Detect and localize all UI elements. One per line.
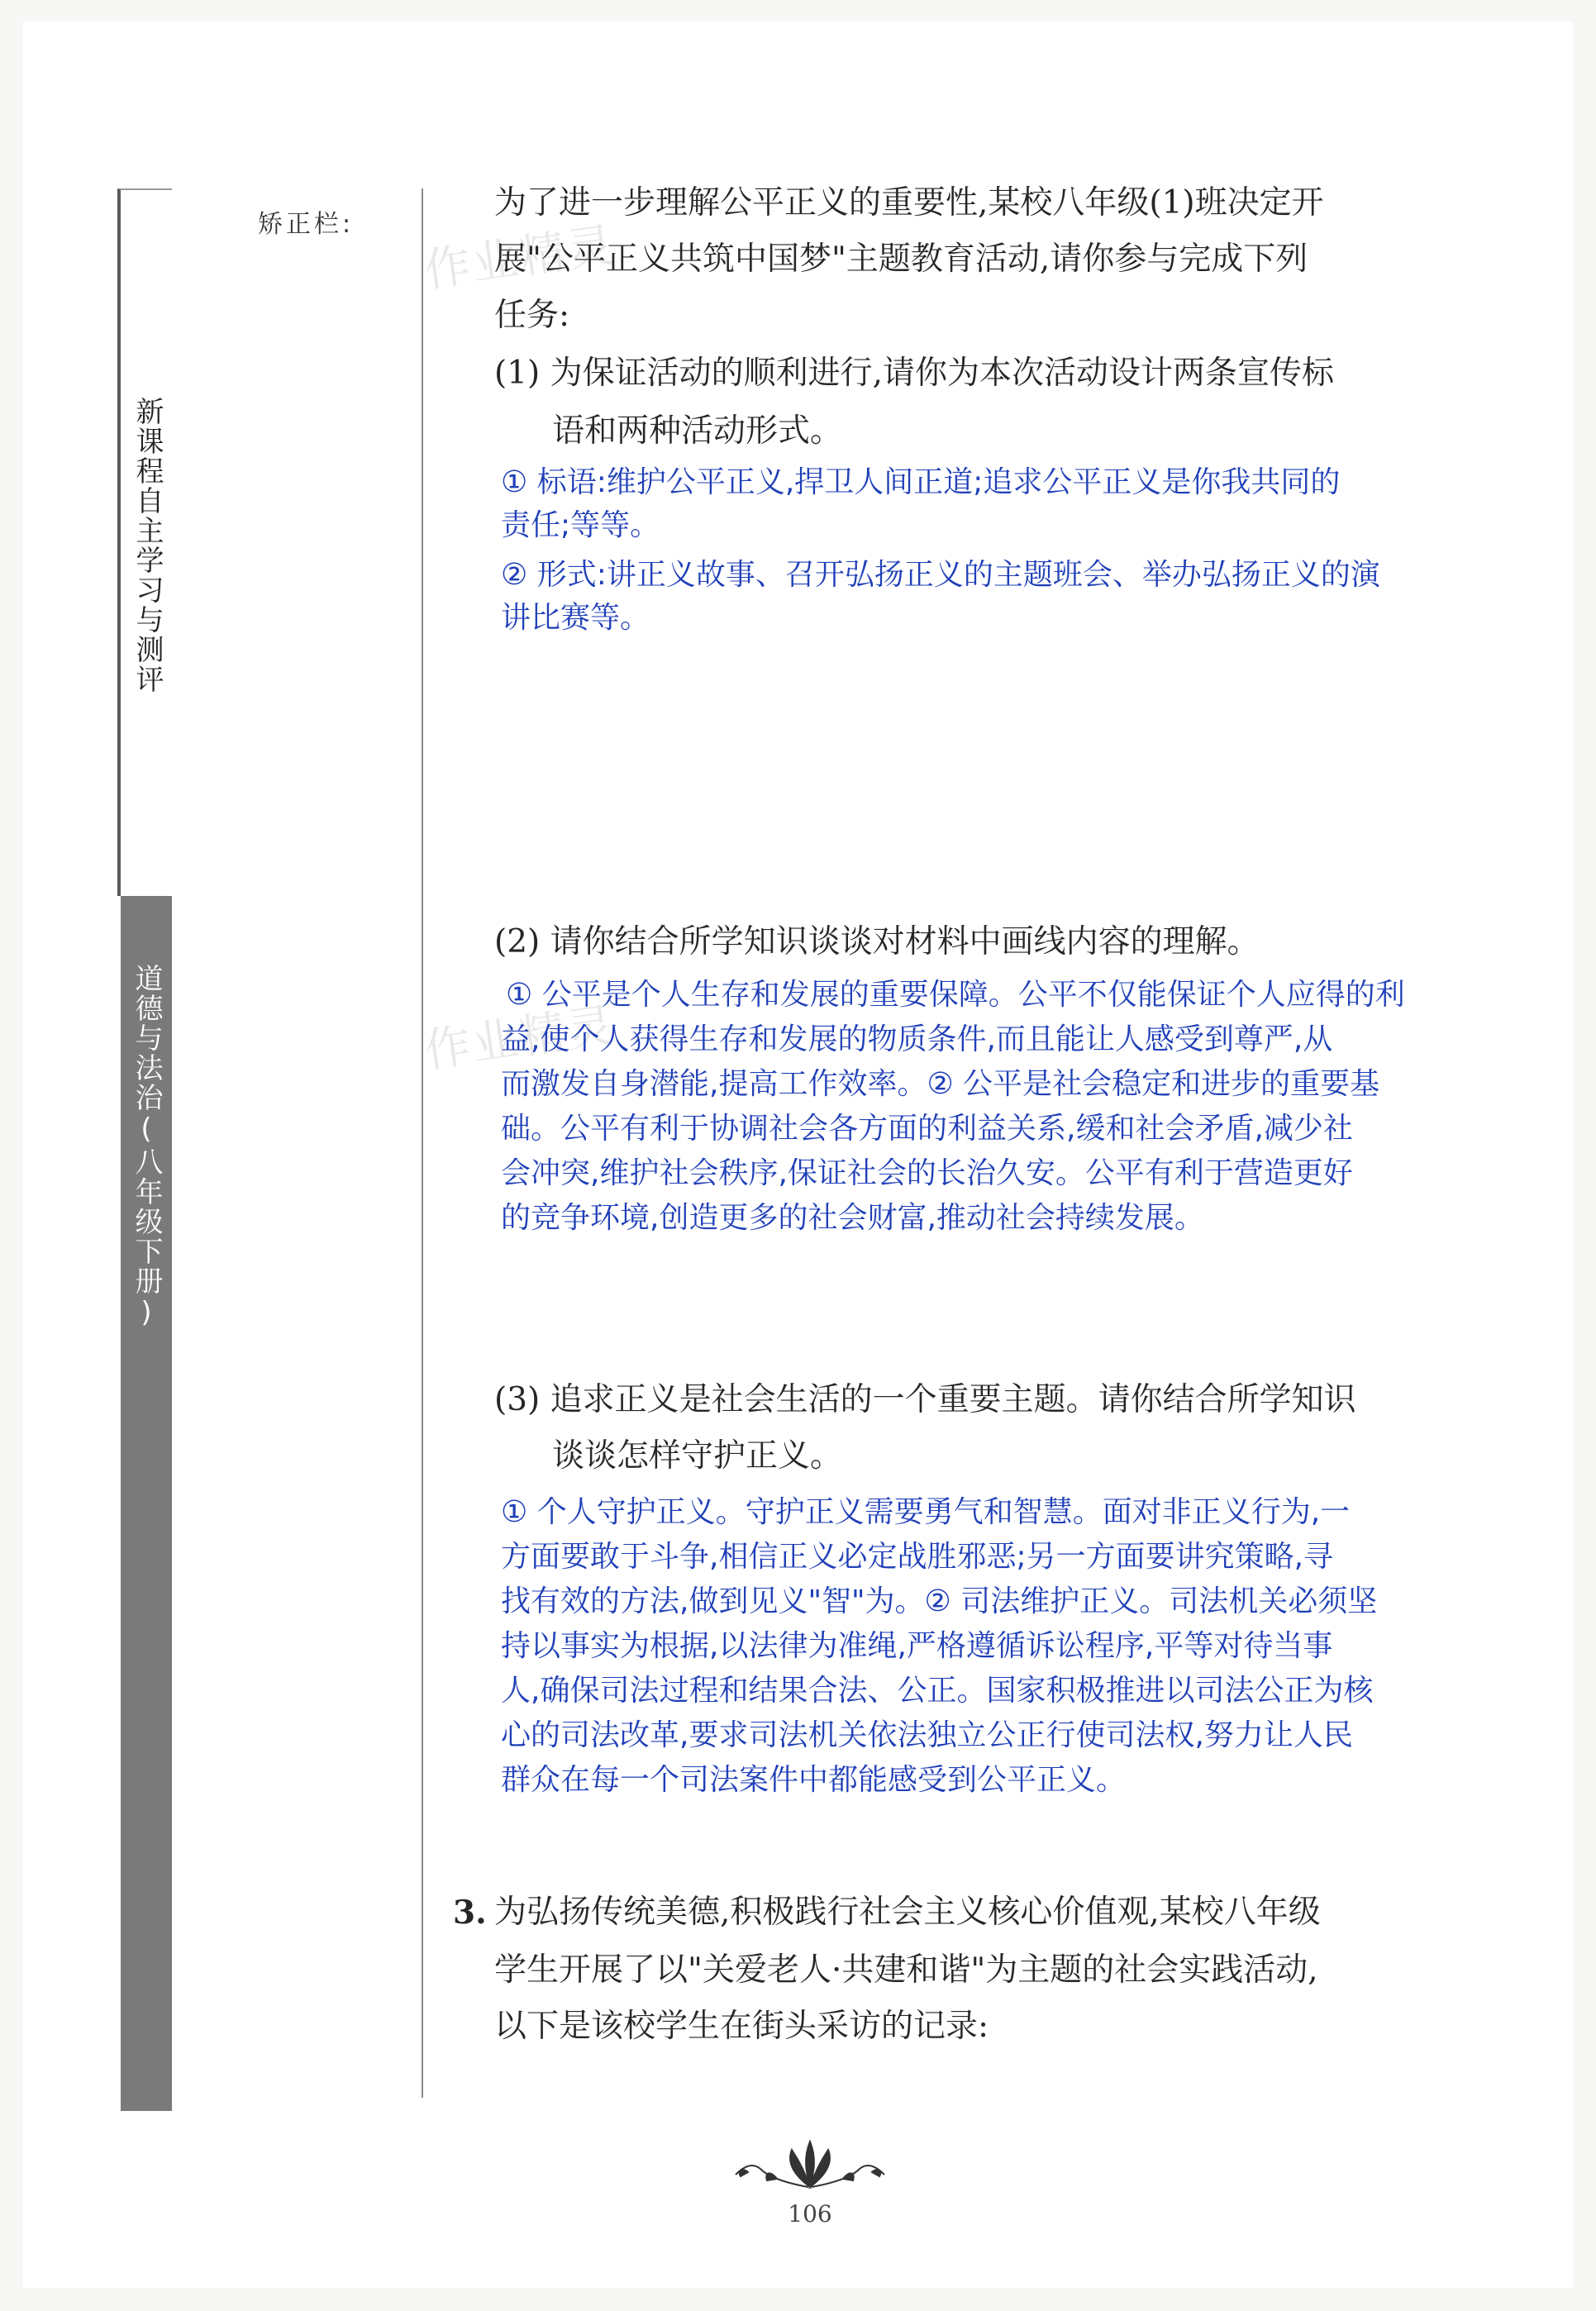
watermark: 作业精灵 — [421, 998, 619, 1079]
sidebar-tab-book-title — [117, 188, 172, 896]
answer-1-line: 责任;等等。 — [501, 508, 660, 542]
subject-label: 道德与法治(八年级下册) — [130, 964, 163, 1331]
subquestion-3: (3) 追求正义是社会生活的一个重要主题。请你结合所学知识 — [494, 1381, 1356, 1418]
answer-3-line: ① 个人守护正义。守护正义需要勇气和智慧。面对非正义行为,一 — [501, 1495, 1351, 1529]
answer-2-line: 会冲突,维护社会秩序,保证社会的长治久安。公平有利于营造更好 — [501, 1156, 1353, 1190]
ornament-icon — [727, 2137, 893, 2195]
answer-1-line: ② 形式:讲正义故事、召开弘扬正义的主题班会、举办弘扬正义的演 — [501, 558, 1380, 592]
answer-1-line: 讲比赛等。 — [501, 601, 650, 635]
intro-line: 展"公平正义共筑中国梦"主题教育活动,请你参与完成下列 — [494, 241, 1308, 278]
answer-2-line: 益,使个人获得生存和发展的物质条件,而且能让人感受到尊严,从 — [501, 1022, 1333, 1056]
page-number: 106 — [788, 2200, 832, 2228]
watermark: 作业精灵 — [421, 218, 619, 298]
answer-1-line: ① 标语:维护公平正义,捍卫人间正道;追求公平正义是你我共同的 — [501, 465, 1341, 499]
book-title-label: 新课程自主学习与测评 — [131, 397, 164, 694]
answer-2-line: 础。公平有利于协调社会各方面的利益关系,缓和社会矛盾,减少社 — [501, 1112, 1353, 1146]
question-3-line: 以下是该校学生在街头采访的记录: — [494, 2008, 989, 2045]
answer-3-line: 找有效的方法,做到见义"智"为。② 司法维护正义。司法机关必须坚 — [501, 1584, 1378, 1618]
answer-2-line: 的竞争环境,创造更多的社会财富,推动社会持续发展。 — [501, 1201, 1204, 1235]
correction-column-label: 矫正栏: — [258, 210, 355, 239]
answer-2-line: ① 公平是个人生存和发展的重要保障。公平不仅能保证个人应得的利 — [506, 978, 1405, 1012]
question-3-number: 3. — [453, 1894, 487, 1932]
answer-3-line: 心的司法改革,要求司法机关依法独立公正行使司法权,努力让人民 — [501, 1718, 1353, 1752]
margin-divider — [422, 188, 423, 2098]
intro-line: 为了进一步理解公平正义的重要性,某校八年级(1)班决定开 — [494, 184, 1324, 222]
subquestion-3-cont: 谈谈怎样守护正义。 — [552, 1437, 843, 1475]
answer-2-line: 而激发自身潜能,提高工作效率。② 公平是社会稳定和进步的重要基 — [501, 1067, 1380, 1101]
subquestion-1: (1) 为保证活动的顺利进行,请你为本次活动设计两条宣传标 — [494, 355, 1335, 392]
subquestion-1-cont: 语和两种活动形式。 — [552, 412, 843, 450]
question-3-line: 学生开展了以"关爱老人·共建和谐"为主题的社会实践活动, — [494, 1951, 1318, 1989]
question-3-line: 为弘扬传统美德,积极践行社会主义核心价值观,某校八年级 — [494, 1894, 1321, 1931]
answer-3-line: 方面要敢于斗争,相信正义必定战胜邪恶;另一方面要讲究策略,寻 — [501, 1540, 1334, 1574]
subquestion-2: (2) 请你结合所学知识谈谈对材料中画线内容的理解。 — [494, 923, 1260, 960]
sidebar-tab-subject — [121, 896, 172, 2111]
answer-3-line: 持以事实为根据,以法律为准绳,严格遵循诉讼程序,平等对待当事 — [501, 1629, 1333, 1663]
intro-line: 任务: — [494, 297, 570, 334]
answer-3-line: 人,确保司法过程和结果合法、公正。国家积极推进以司法公正为核 — [501, 1674, 1374, 1708]
answer-3-line: 群众在每一个司法案件中都能感受到公平正义。 — [501, 1763, 1127, 1797]
